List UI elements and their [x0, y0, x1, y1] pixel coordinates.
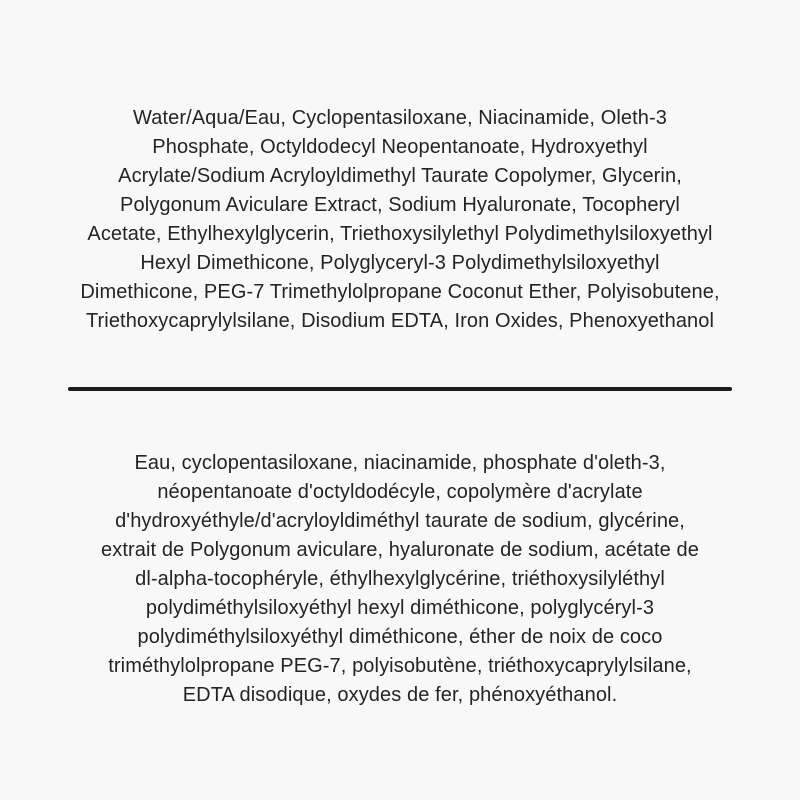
ingredient-line: Eau, cyclopentasiloxane, niacinamide, phosphate d'oleth-3, [134, 452, 666, 474]
ingredient-line: triméthylolpropane PEG-7, polyisobutène, triéthoxycaprylylsilane, [108, 655, 692, 677]
ingredients-french-paragraph [0, 391, 800, 710]
ingredient-line: polydiméthylsiloxyéthyl hexyl diméthicone, polyglycéryl-3 [145, 597, 655, 619]
ingredient-line: Polygonum Aviculare Extract, Sodium Hyaluronate, Tocopheryl [120, 194, 680, 216]
ingredient-line: polydiméthylsiloxyéthyl diméthicone, éther de noix de coco [137, 626, 663, 648]
ingredient-line: Triethoxycaprylylsilane, Disodium EDTA, Iron Oxides, Phenoxyethanol [85, 310, 715, 332]
ingredients-english-paragraph [0, 0, 800, 336]
ingredient-line: Hexyl Dimethicone, Polyglyceryl-3 Polydimethylsiloxyethyl [140, 252, 660, 274]
ingredient-line: Dimethicone, PEG-7 Trimethylolpropane Coconut Ether, Polyisobutene, [80, 281, 720, 303]
ingredient-line: dl-alpha-tocophéryle, éthylhexylglycérine, triéthoxysilyléthyl [135, 568, 665, 590]
ingredient-line: d'hydroxyéthyle/d'acryloyldiméthyl taurate de sodium, glycérine, [115, 510, 685, 532]
ingredient-line: Acetate, Ethylhexylglycerin, Triethoxysilylethyl Polydimethylsiloxyethyl [87, 223, 713, 245]
ingredient-line: Water/Aqua/Eau, Cyclopentasiloxane, Niacinamide, Oleth-3 [132, 107, 668, 129]
ingredient-line: extrait de Polygonum aviculare, hyaluronate de sodium, acétate de [101, 539, 699, 561]
ingredient-line: Acrylate/Sodium Acryloyldimethyl Taurate Copolymer, Glycerin, [118, 165, 682, 187]
ingredient-line: EDTA disodique, oxydes de fer, phénoxyéthanol. [182, 684, 618, 706]
ingredient-line: néopentanoate d'octyldodécyle, copolymère d'acrylate [157, 481, 643, 503]
ingredient-line: Phosphate, Octyldodecyl Neopentanoate, Hydroxyethyl [152, 136, 648, 158]
